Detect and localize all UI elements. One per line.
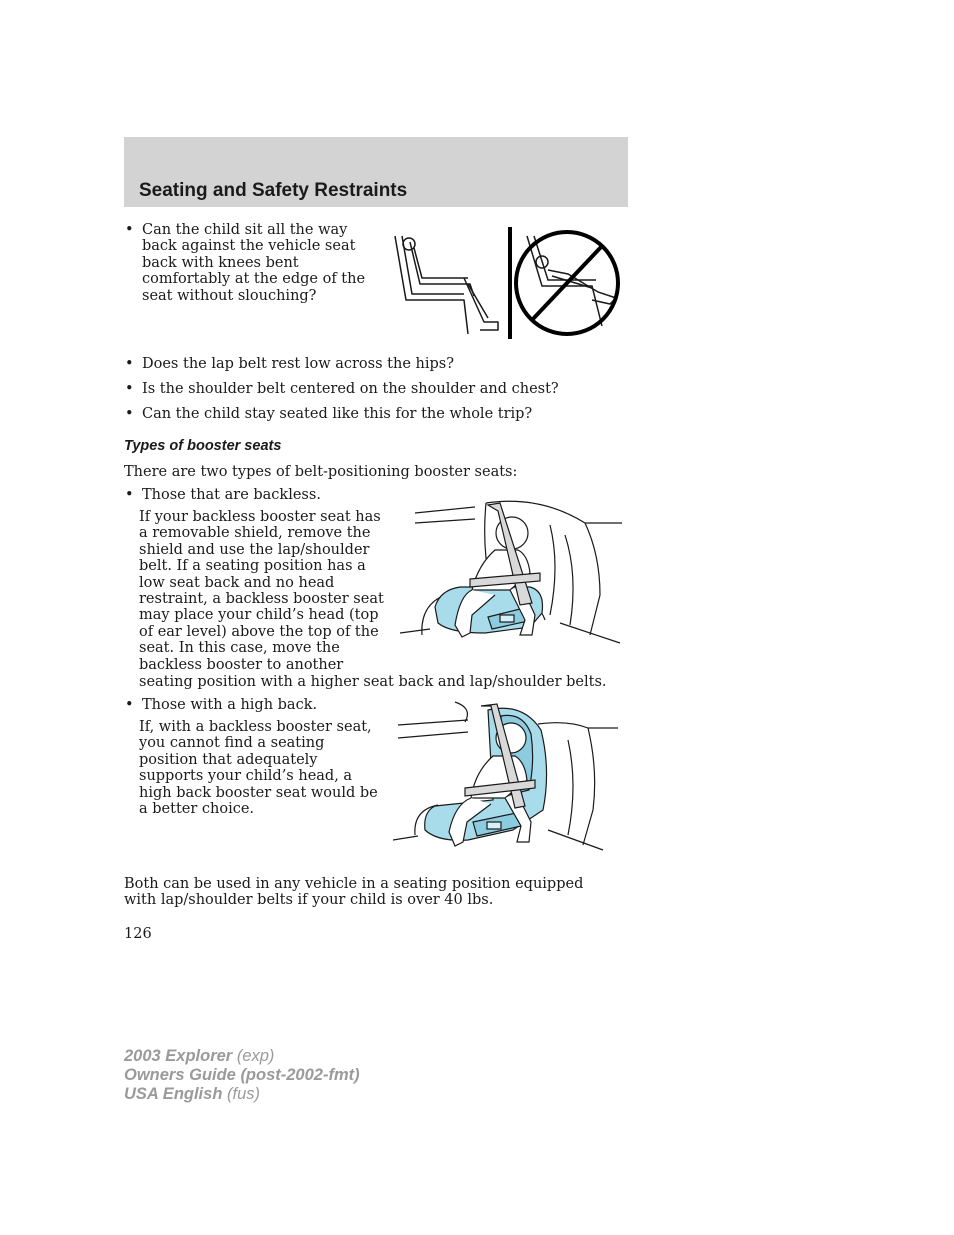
bullet-item bbox=[125, 381, 645, 397]
bullet-item bbox=[125, 356, 645, 372]
section-header-band bbox=[124, 137, 628, 207]
page-number: 126 bbox=[124, 926, 152, 942]
highback-booster-figure bbox=[393, 700, 623, 860]
bullet-dot-icon: • bbox=[125, 697, 134, 713]
seat-posture-figure bbox=[392, 222, 628, 344]
bullet-text: Does the lap belt rest low across the hips? bbox=[142, 356, 454, 372]
footer-line-3: USA English (fus) bbox=[124, 1085, 260, 1103]
bullet-dot-icon: • bbox=[125, 222, 134, 238]
bullet-text: Those with a high back. bbox=[142, 697, 318, 713]
bullet-dot-icon: • bbox=[125, 381, 134, 397]
prohibited-slouching-figure-icon bbox=[516, 232, 618, 334]
bullet-text: Can the child stay seated like this for the whole trip? bbox=[142, 406, 533, 422]
bullet-item bbox=[125, 406, 645, 422]
section-title: Seating and Safety Restraints bbox=[139, 180, 408, 201]
document-footer bbox=[124, 1047, 360, 1104]
bullet-item bbox=[125, 222, 380, 304]
bullet-item bbox=[125, 487, 385, 503]
closing-paragraph: Both can be used in any vehicle in a seating position equipped with lap/shoulder belts if your child is over 40 lbs. bbox=[124, 876, 584, 909]
bullet-text: Is the shoulder belt centered on the shoulder and chest? bbox=[142, 381, 559, 397]
footer-line-1: 2003 Explorer (exp) bbox=[124, 1047, 275, 1065]
bullet-dot-icon: • bbox=[125, 406, 134, 422]
bullet-text: Those that are backless. bbox=[142, 487, 321, 503]
backless-booster-figure bbox=[400, 495, 625, 650]
bullet-dot-icon: • bbox=[125, 487, 134, 503]
footer-line-2: Owners Guide (post-2002-fmt) bbox=[124, 1066, 360, 1084]
highback-paragraph: If, with a backless booster seat, you cannot find a seating position that adequately supports your child’s head, a high back booster seat would be a better choice. bbox=[139, 719, 378, 818]
backless-paragraph: If your backless booster seat has a removable shield, remove the shield and use the lap/shoulder belt. If a seating position has a low seat back and no head restraint, a backless booster seat may place your child’s head (top of ear level) above the top of the seat. In this case, move the backless booster to another bbox=[139, 509, 384, 673]
bullet-dot-icon: • bbox=[125, 356, 134, 372]
bullet-item bbox=[125, 697, 385, 713]
backless-paragraph-tail: seating position with a higher seat back and lap/shoulder belts. bbox=[139, 674, 607, 690]
correct-posture-seat-figure-icon bbox=[395, 236, 498, 334]
bullet-text: Can the child sit all the way back against the vehicle seat back with knees bent comfortably at the edge of the seat without slouching? bbox=[142, 222, 366, 304]
subsection-heading: Types of booster seats bbox=[124, 438, 282, 454]
intro-paragraph: There are two types of belt-positioning booster seats: bbox=[124, 464, 518, 480]
